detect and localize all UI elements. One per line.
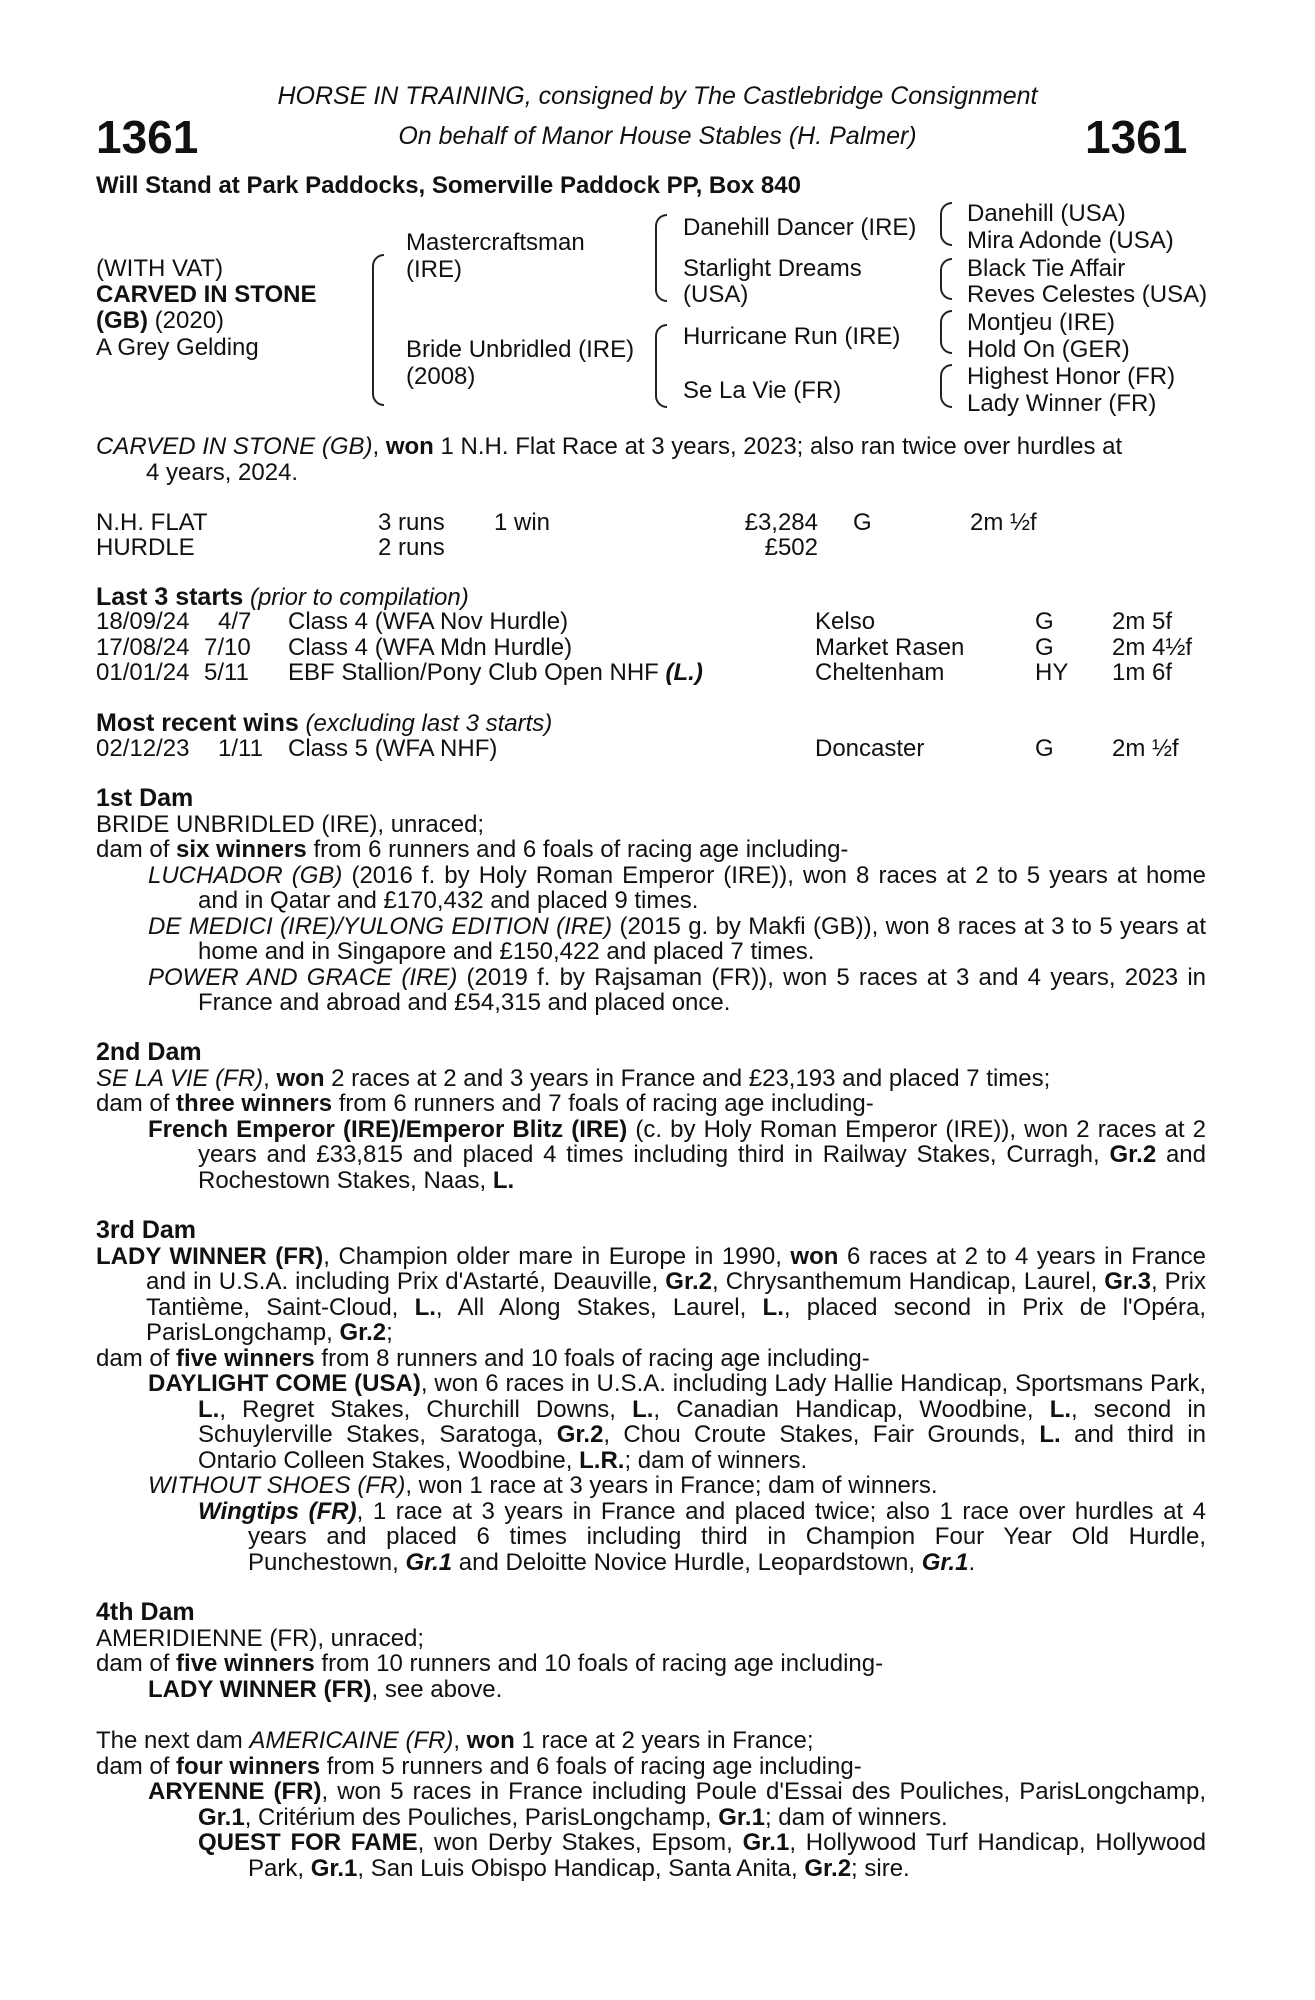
progeny-entry (96, 1779, 1206, 1830)
sd-dam: Reves Celestes (USA) (967, 281, 1208, 308)
second-dam-produce-line (96, 1091, 1206, 1117)
text: ; (386, 1319, 393, 1346)
horse-description: A Grey Gelding (96, 334, 259, 361)
third-dam-section (96, 1218, 1206, 1575)
pedigree-brace-dam (655, 324, 667, 408)
progeny-text: (2019 f. by Rajsaman (FR)), won 5 races at 3 and 4 years, 2023 in France and abroad and £54,315 and placed once. (198, 963, 1206, 1016)
text: , Prix Tantième, Saint-Cloud, (146, 1268, 1206, 1321)
progeny-name: French Emperor (IRE)/Emperor Blitz (IRE) (148, 1115, 628, 1143)
first-dam-title: 1st Dam (96, 784, 194, 812)
sire-dam-line1: Starlight Dreams (683, 255, 862, 282)
progeny-entry (96, 1677, 1206, 1703)
third-dam-title: 3rd Dam (96, 1216, 197, 1244)
win-going: G (1035, 735, 1054, 762)
start-race: Class 4 (WFA Nov Hurdle) (288, 608, 569, 635)
progeny-entry (96, 863, 1206, 914)
progeny-text: , Chou Croute Stakes, Fair Grounds, (603, 1421, 1040, 1448)
start-race (288, 660, 703, 686)
grand-progeny-entry (96, 1830, 1206, 1881)
record-prize: £3,284 (744, 509, 818, 536)
text: , Chrysanthemum Handicap, Laurel, (712, 1268, 1105, 1295)
record-prize: £502 (764, 534, 818, 561)
grade: L. (198, 1395, 220, 1423)
lot-number-right: 1361 (1085, 111, 1188, 163)
progeny-text: ; dam of winners. (764, 1803, 948, 1831)
text: from 10 runners and 10 foals of racing age including- (314, 1650, 884, 1677)
summary-text: 1 N.H. Flat Race at 3 years, 2023; also ran twice over hurdles at (433, 433, 1123, 460)
progeny-text: , San Luis Obispo Handicap, Santa Anita, (357, 1854, 805, 1882)
start-date: 18/09/24 (96, 608, 190, 635)
horse-name: CARVED IN STONE (96, 281, 317, 308)
record-runs: 2 runs (378, 534, 445, 561)
first-dam-produce-line (96, 837, 1206, 863)
text: , All Along Stakes, Laurel, (435, 1293, 763, 1321)
text: from 6 runners and 6 foals of racing age including- (306, 836, 849, 863)
text: , placed second in Prix de l'Opéra, ParisLongchamp, (146, 1293, 1206, 1346)
summary-horse-name: CARVED IN STONE (GB) (96, 433, 373, 460)
text: , (263, 1064, 277, 1092)
pedigree-brace-ds (940, 310, 952, 354)
winners-count: three winners (176, 1090, 333, 1117)
text: , (453, 1727, 467, 1754)
grade: L. (414, 1293, 436, 1321)
progeny-text: , won 1 race at 3 years in France; dam of winners. (405, 1472, 938, 1499)
text: dam of (96, 1090, 177, 1117)
win-race: Class 5 (WFA NHF) (288, 735, 498, 762)
text: dam of (96, 1650, 177, 1677)
start-going: G (1035, 634, 1054, 661)
pedigree-brace-sire (655, 214, 667, 302)
ds-dam: Hold On (GER) (967, 336, 1130, 363)
progeny-text: (2015 g. by Makfi (GB)), won 8 races at 3 to 5 years at home and in Singapore and £150,422 and placed 7 times. (198, 912, 1206, 965)
start-position: 4/7 (218, 608, 252, 635)
pedigree-brace-ss (940, 202, 952, 246)
grade: Gr.1 (921, 1548, 969, 1576)
progeny-text: and Deloitte Novice Hurdle, Leopardstown, (452, 1548, 922, 1576)
pedigree-brace-sd (940, 258, 952, 300)
start-course: Cheltenham (815, 659, 945, 686)
recent-wins-heading (96, 710, 552, 737)
start-distance: 1m 6f (1112, 659, 1173, 686)
dam-name: SE LA VIE (FR) (96, 1064, 264, 1092)
last3-title: Last 3 starts (96, 583, 244, 611)
on-behalf-line: On behalf of Manor House Stables (H. Palmer) (398, 122, 917, 150)
win-distance: 2m ½f (1112, 735, 1179, 762)
first-dam-line: BRIDE UNBRIDLED (IRE), unraced; (96, 810, 485, 838)
progeny-text: ; sire. (851, 1854, 910, 1882)
dam-name: AMERICAINE (FR) (249, 1727, 454, 1754)
recent-wins-title: Most recent wins (96, 709, 299, 737)
start-position: 5/11 (204, 659, 249, 686)
text: The next dam (96, 1727, 250, 1754)
text: 2 races at 2 and 3 years in France and £23,193 and placed 7 times; (324, 1064, 1051, 1092)
progeny-name: QUEST FOR FAME (198, 1829, 418, 1856)
next-dam-line (96, 1728, 1206, 1754)
grade: L. (1049, 1395, 1072, 1423)
fourth-dam-section (96, 1600, 1206, 1702)
third-dam-produce-line (96, 1346, 1206, 1372)
dam-year: (2008) (406, 363, 476, 390)
progeny-text: , see above. (371, 1675, 503, 1703)
text: dam of (96, 836, 177, 863)
pedigree-brace-main (372, 254, 384, 406)
start-race: Class 4 (WFA Mdn Hurdle) (288, 634, 573, 661)
third-dam-line (96, 1244, 1206, 1346)
text: 1 race at 2 years in France; (514, 1727, 814, 1754)
start-race-grade: (L.) (665, 659, 703, 686)
race-summary-line1: CARVED IN STONE (GB), won 1 N.H. Flat Race at 3 years, 2023; also ran twice over hurdles at (96, 433, 1123, 460)
progeny-text: , Hollywood Turf Handicap, Hollywood Park, (248, 1829, 1206, 1882)
consignor-line: HORSE IN TRAINING, consigned by The Castlebridge Consignment (277, 82, 1038, 110)
win-date: 02/12/23 (96, 735, 190, 762)
progeny-entry (96, 965, 1206, 1016)
sire-sire: Danehill Dancer (IRE) (683, 214, 917, 241)
fourth-dam-line: AMERIDIENNE (FR), unraced; (96, 1624, 425, 1652)
progeny-name: DE MEDICI (IRE)/YULONG EDITION (IRE) (148, 912, 613, 940)
record-wins: 1 win (494, 509, 551, 536)
progeny-name: DAYLIGHT COME (USA) (148, 1370, 421, 1397)
record-going: G (853, 509, 872, 536)
horse-origin: (GB) (96, 307, 148, 334)
progeny-text: , Critérium des Pouliches, ParisLongchamp, (244, 1803, 719, 1831)
start-course: Market Rasen (815, 634, 965, 661)
progeny-text: , Regret Stakes, Churchill Downs, (219, 1395, 633, 1423)
start-date: 17/08/24 (96, 634, 190, 661)
start-course: Kelso (815, 608, 876, 635)
fourth-dam-title: 4th Dam (96, 1598, 195, 1626)
progeny-text: , won Derby Stakes, Epsom, (417, 1829, 743, 1856)
next-dam-section (96, 1728, 1206, 1881)
text: dam of (96, 1752, 177, 1780)
progeny-text: and third in Ontario Colleen Stakes, Woodbine, (198, 1421, 1206, 1474)
vat-status: (WITH VAT) (96, 255, 224, 282)
text: , Champion older mare in Europe in 1990, (323, 1242, 791, 1270)
second-dam-title: 2nd Dam (96, 1038, 202, 1066)
grade: Gr.2 (804, 1854, 852, 1882)
progeny-text: and Rochestown Stakes, Naas, (198, 1141, 1206, 1194)
progeny-text: (2016 f. by Holy Roman Emperor (IRE)), won 8 races at 2 to 5 years at home and in Qatar and £170,432 and placed 9 times. (198, 861, 1206, 914)
sd-sire: Black Tie Affair (967, 255, 1126, 282)
grade: L. (632, 1395, 654, 1423)
progeny-text: . (968, 1548, 976, 1576)
record-distance: 2m ½f (970, 509, 1037, 536)
recent-wins-note: (excluding last 3 starts) (298, 710, 553, 737)
progeny-text: ; dam of winners. (624, 1446, 808, 1474)
grade: Gr.1 (310, 1854, 358, 1882)
grade: Gr.1 (405, 1548, 453, 1576)
grade: Gr.1 (198, 1803, 245, 1831)
text: from 8 runners and 10 foals of racing age including- (314, 1344, 870, 1372)
start-position: 7/10 (204, 634, 251, 661)
grade: Gr.2 (556, 1421, 604, 1448)
progeny-name: LUCHADOR (GB) (148, 861, 343, 889)
progeny-text: , Canadian Handicap, Woodbine, (653, 1395, 1050, 1423)
won-label: won (790, 1242, 839, 1270)
race-summary-line2: 4 years, 2024. (146, 459, 299, 486)
ss-sire: Danehill (USA) (967, 200, 1126, 227)
progeny-name: WITHOUT SHOES (FR) (148, 1472, 406, 1499)
grade: L.R. (579, 1446, 625, 1474)
progeny-name: POWER AND GRACE (IRE) (148, 963, 458, 991)
sire-origin: (IRE) (406, 256, 462, 283)
progeny-text: , won 5 races in France including Poule d'Essai des Pouliches, ParisLongchamp, (321, 1778, 1206, 1805)
grade: Gr.1 (718, 1803, 765, 1831)
progeny-text: , won 6 races in U.S.A. including Lady Hallie Handicap, Sportsmans Park, (420, 1370, 1207, 1397)
dam-dam: Se La Vie (FR) (683, 377, 842, 404)
dam-sire: Hurricane Run (IRE) (683, 323, 901, 350)
grade: L. (1039, 1421, 1061, 1448)
next-dam-produce-line (96, 1754, 1206, 1780)
won-label: won (466, 1727, 515, 1754)
ds-sire: Montjeu (IRE) (967, 309, 1116, 336)
sire-dam-line2: (USA) (683, 281, 749, 308)
winners-count: five winners (176, 1650, 315, 1677)
start-distance: 2m 4½f (1112, 634, 1193, 661)
second-dam-line (96, 1066, 1206, 1092)
horse-origin-year (96, 308, 224, 334)
grade: L. (762, 1293, 784, 1321)
record-type: N.H. FLAT (96, 509, 208, 536)
progeny-name: LADY WINNER (FR) (148, 1675, 372, 1703)
win-position: 1/11 (218, 735, 263, 762)
grade: Gr.2 (665, 1268, 712, 1295)
progeny-entry (96, 1473, 1206, 1499)
progeny-text: (c. by Holy Roman Emperor (IRE)), won 2 races at 2 years and £33,815 and placed 4 times including third in Railway Stakes, Curragh, (198, 1115, 1207, 1168)
progeny-entry (96, 1371, 1206, 1473)
text: 6 races at 2 to 4 years in France and in U.S.A. including Prix d'Astarté, Deauville, (146, 1242, 1206, 1295)
start-distance: 2m 5f (1112, 608, 1173, 635)
record-runs: 3 runs (378, 509, 445, 536)
second-dam-section (96, 1040, 1206, 1193)
text: dam of (96, 1344, 177, 1372)
dam-name: Bride Unbridled (IRE) (406, 336, 635, 363)
dd-sire: Highest Honor (FR) (967, 363, 1176, 390)
start-going: HY (1035, 659, 1069, 686)
start-race-name: EBF Stallion/Pony Club Open NHF (288, 659, 666, 686)
text: from 5 runners and 6 foals of racing age including- (320, 1752, 862, 1780)
winners-count: four winners (176, 1752, 321, 1780)
last3-note: (prior to compilation) (243, 584, 469, 611)
dd-dam: Lady Winner (FR) (967, 390, 1157, 417)
dam-name: LADY WINNER (FR) (96, 1242, 324, 1270)
winners-count: five winners (176, 1344, 315, 1372)
winners-count: six winners (176, 836, 307, 863)
lot-number-left: 1361 (96, 111, 199, 163)
grade: Gr.2 (1109, 1141, 1157, 1168)
grade: Gr.1 (742, 1829, 790, 1856)
start-date: 01/01/24 (96, 659, 190, 686)
progeny-text: , second in Schuylerville Stakes, Saratoga, (198, 1395, 1206, 1448)
grade: Gr.3 (1104, 1268, 1151, 1295)
first-dam-section (96, 786, 1206, 1016)
sire-name: Mastercraftsman (406, 229, 585, 256)
start-going: G (1035, 608, 1054, 635)
record-type: HURDLE (96, 534, 195, 561)
pedigree-brace-dd (940, 364, 952, 408)
fourth-dam-produce-line (96, 1651, 1206, 1677)
progeny-name: ARYENNE (FR) (148, 1778, 322, 1805)
progeny-name: Wingtips (FR) (198, 1497, 357, 1525)
text: from 6 runners and 7 foals of racing age including- (332, 1090, 874, 1117)
stand-location: Will Stand at Park Paddocks, Somerville Paddock PP, Box 840 (96, 172, 801, 199)
grand-progeny-entry (96, 1499, 1206, 1576)
progeny-text: , 1 race at 3 years in France and placed twice; also 1 race over hurdles at 4 years and placed 6 times including third in Champion Four Year Old Hurdle, Punchestown, (248, 1497, 1206, 1576)
won-label: won (276, 1064, 325, 1092)
grade: Gr.2 (339, 1319, 387, 1346)
win-course: Doncaster (815, 735, 925, 762)
horse-year: (2020) (147, 307, 225, 334)
summary-won: won (385, 433, 434, 460)
grade: L. (492, 1166, 515, 1194)
ss-dam: Mira Adonde (USA) (967, 227, 1174, 254)
progeny-entry (96, 1117, 1206, 1194)
last3-heading (96, 584, 469, 611)
progeny-entry (96, 914, 1206, 965)
